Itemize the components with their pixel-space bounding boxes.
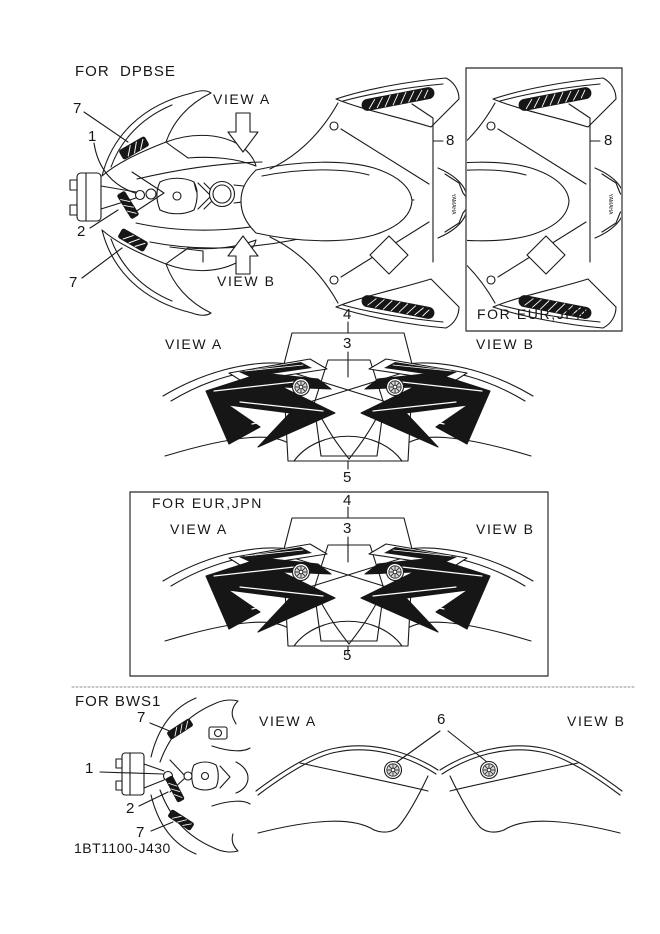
- view-a-label-graphic-box: VIEW A: [170, 521, 228, 537]
- callout-4-graphic-box: 4: [343, 492, 352, 509]
- callout-7-top-bws1: 7: [137, 709, 146, 726]
- callout-5-graphic: 5: [343, 469, 352, 486]
- region-label-eur-jpn-graphic: FOR EUR,JPN: [152, 495, 263, 511]
- callout-2-bws1: 2: [126, 800, 135, 817]
- view-a-label-graphic: VIEW A: [165, 336, 223, 352]
- callout-2-main: 2: [77, 223, 86, 240]
- view-a-label-emblem: VIEW A: [259, 713, 317, 729]
- diagram-artwork: YAMAHA: [0, 0, 660, 934]
- callout-7-bottom-bws1: 7: [136, 824, 145, 841]
- callout-1-main: 1: [88, 128, 97, 145]
- eur-jpn-fender-box-drawing: [130, 492, 548, 676]
- callout-6-emblem: 6: [437, 711, 446, 728]
- callout-3-graphic-box: 3: [343, 520, 352, 537]
- emblem-view-drawing: [256, 731, 622, 833]
- region-label-eur-jpn-rear: FOR EUR,JPN: [477, 306, 588, 322]
- atv-top-view-drawing: [70, 78, 471, 328]
- view-a-label-main: VIEW A: [213, 91, 271, 107]
- callout-8-main: 8: [446, 132, 455, 149]
- bws1-front-drawing: [100, 698, 250, 854]
- view-b-label-main: VIEW B: [217, 273, 276, 289]
- view-b-label-graphic-box: VIEW B: [476, 521, 535, 537]
- callout-8-rear-box: 8: [604, 132, 613, 149]
- view-b-label-rear-box: VIEW B: [476, 336, 535, 352]
- callout-1-bws1: 1: [85, 760, 94, 777]
- callout-5-graphic-box: 5: [343, 647, 352, 664]
- callout-7-bottom-main: 7: [69, 274, 78, 291]
- callout-7-top-main: 7: [73, 100, 82, 117]
- callout-3-graphic: 3: [343, 335, 352, 352]
- section-title-dpbse: FOR DPBSE: [75, 63, 176, 80]
- view-b-label-emblem: VIEW B: [567, 713, 626, 729]
- callout-4-graphic: 4: [343, 306, 352, 323]
- part-code: 1BT1100-J430: [74, 840, 171, 856]
- section-title-bws1: FOR BWS1: [75, 693, 162, 710]
